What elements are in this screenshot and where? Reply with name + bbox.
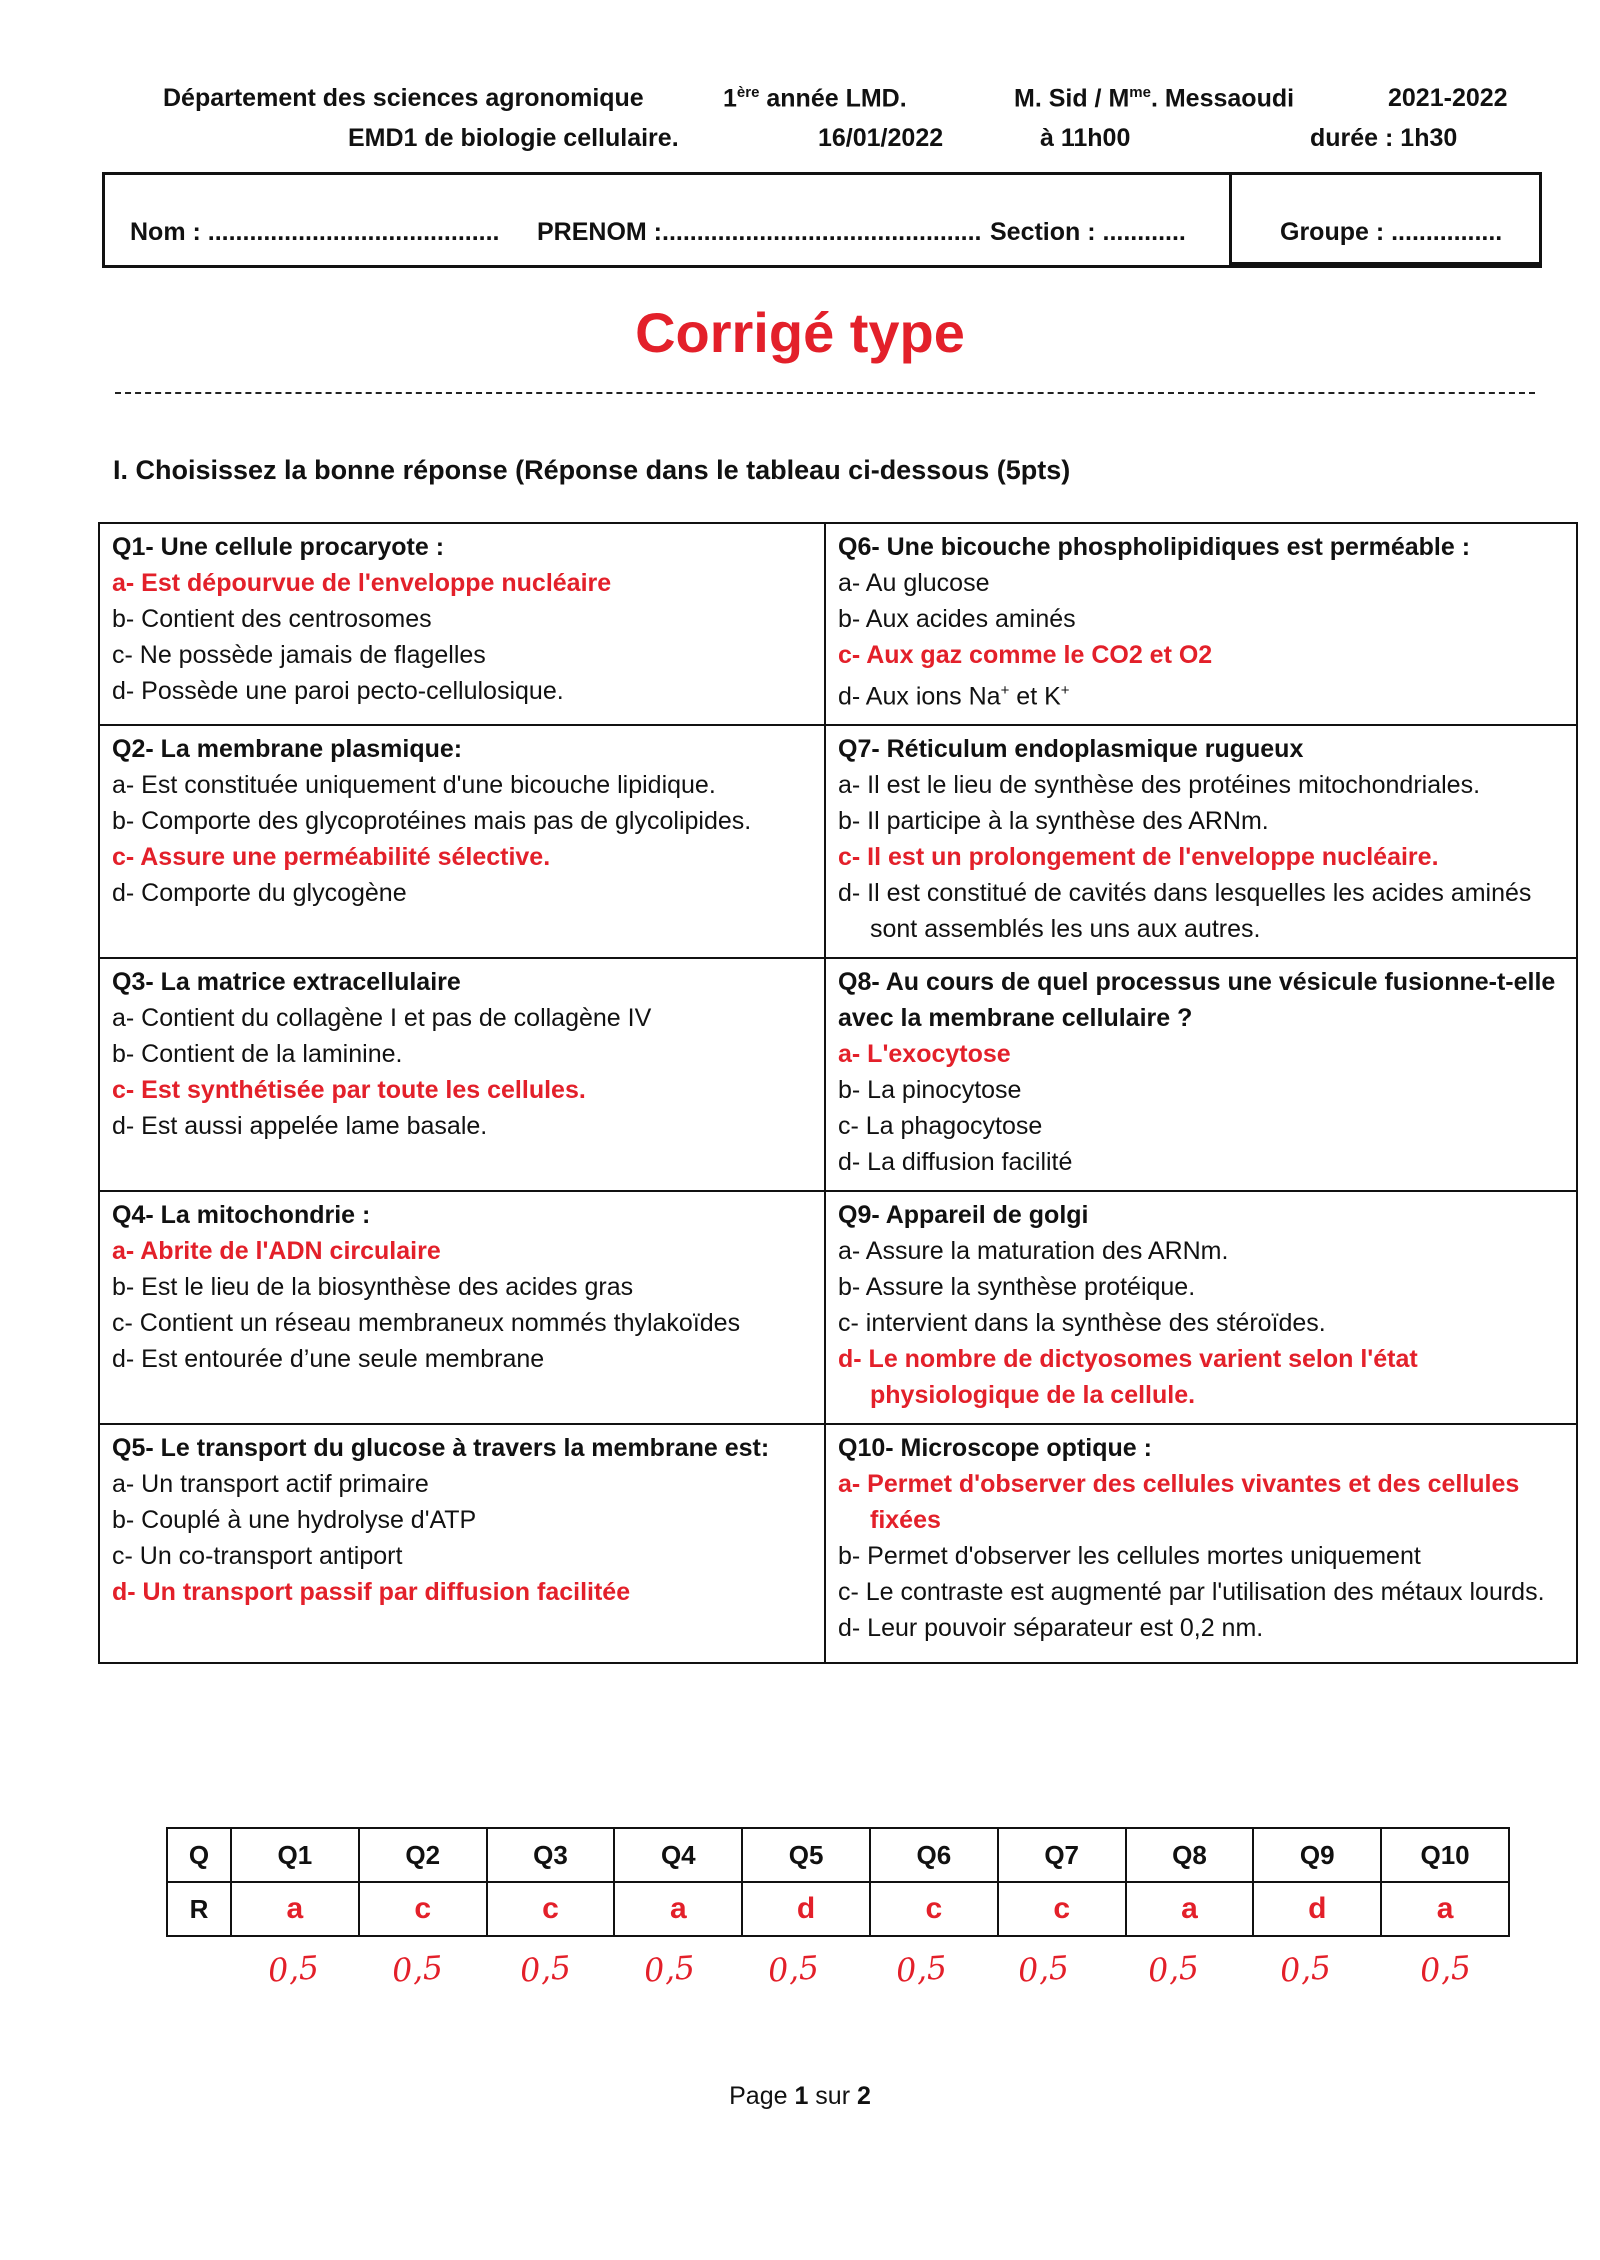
handwritten-points: 0,5: [1418, 1948, 1473, 1990]
q-header: Q5: [742, 1828, 870, 1882]
handwritten-points: 0,5: [642, 1948, 697, 1990]
question-title: Q9- Appareil de golgi: [838, 1201, 1089, 1230]
option: b- Aux acides aminés: [838, 605, 1076, 633]
correction-title: Corrigé type: [635, 301, 965, 364]
handwritten-points: 0,5: [894, 1948, 949, 1990]
question-cell: [99, 958, 825, 1191]
question-title: Q10- Microscope optique :: [838, 1434, 1152, 1463]
option: b- Couplé à une hydrolyse d'ATP: [112, 1506, 477, 1535]
exam-duration: durée : 1h30: [1310, 124, 1458, 152]
r-label: R: [167, 1882, 231, 1936]
footer-total: 2: [856, 2082, 871, 2110]
teacher-a: M. Sid / M: [1014, 84, 1130, 113]
option: c- Un co-transport antiport: [112, 1542, 403, 1571]
option: d- Comporte du glycogène: [112, 879, 407, 908]
answer-value: c: [870, 1882, 998, 1936]
option: d- Leur pouvoir séparateur est 0,2 nm.: [838, 1614, 1264, 1643]
question-cell: [825, 1191, 1577, 1424]
handwritten-points: 0,5: [390, 1948, 445, 1990]
option: b- Est le lieu de la biosynthèse des acides gras: [112, 1273, 634, 1302]
question-title: Q2- La membrane plasmique:: [112, 735, 463, 764]
question-title: Q3- La matrice extracellulaire: [112, 968, 461, 997]
handwritten-points: 0,5: [1278, 1948, 1333, 1990]
option: b- Contient de la laminine.: [112, 1040, 403, 1069]
question-title: Q5- Le transport du glucose à travers la membrane est:: [112, 1434, 770, 1463]
q-header: Q4: [614, 1828, 742, 1882]
answer-value: c: [359, 1882, 487, 1936]
section-field: Section : ............: [990, 218, 1186, 246]
question-title: Q8- Au cours de quel processus une vésicule fusionne-t-elle avec la membrane cellulaire ?: [838, 968, 1556, 1033]
answer-table-header: [167, 1828, 1509, 1882]
option: a- Assure la maturation des ARNm.: [838, 1237, 1229, 1266]
nom-field: Nom : ..........................................: [130, 218, 500, 246]
question-cell: [99, 725, 825, 958]
question-title: Q4- La mitochondrie :: [112, 1201, 371, 1230]
exam-time: à 11h00: [1040, 124, 1131, 152]
option-correct: a- L'exocytose: [838, 1040, 1011, 1069]
footer-pre: Page: [729, 2082, 795, 2110]
teacher-sup: me: [1129, 84, 1151, 101]
question-cell: [825, 725, 1577, 958]
answer-value: c: [487, 1882, 615, 1936]
q-header: Q8: [1126, 1828, 1254, 1882]
q-header: Q6: [870, 1828, 998, 1882]
answer-value: a: [1126, 1882, 1254, 1936]
option-correct: d- Le nombre de dictyosomes varient selon l'état physiologique de la cellule.: [838, 1345, 1418, 1410]
answer-value: c: [998, 1882, 1126, 1936]
option: a- Au glucose: [838, 569, 990, 597]
handwritten-points: 0,5: [518, 1948, 573, 1990]
handwritten-points: 0,5: [766, 1948, 821, 1990]
option: d- La diffusion facilité: [838, 1148, 1073, 1177]
option: b- Contient des centrosomes: [112, 605, 432, 633]
question-cell: [825, 1424, 1577, 1663]
footer-mid: sur: [808, 2082, 857, 2110]
question-cell: [99, 1424, 825, 1663]
answer-value: d: [742, 1882, 870, 1936]
option: c- Contient un réseau membraneux nommés thylakoïdes: [112, 1309, 741, 1338]
department: Département des sciences agronomique: [163, 84, 644, 112]
option: c- Ne possède jamais de flagelles: [112, 641, 486, 669]
option: a- Est constituée uniquement d'une bicouche lipidique.: [112, 771, 716, 800]
q-header: Q2: [359, 1828, 487, 1882]
question-title: Q7- Réticulum endoplasmique rugueux: [838, 735, 1304, 764]
exam-title: EMD1 de biologie cellulaire.: [348, 124, 679, 152]
option: c- La phagocytose: [838, 1112, 1043, 1141]
option: [838, 673, 1566, 714]
page-footer: [0, 2082, 1600, 2111]
answer-table: [166, 1827, 1510, 1937]
year-sup: ère: [736, 84, 760, 101]
option: d- Il est constitué de cavités dans lesquelles les acides aminés sont assemblés les uns aux autres.: [838, 879, 1532, 944]
handwritten-points: 0,5: [1146, 1948, 1201, 1990]
teacher-b: . Messaoudi: [1150, 84, 1295, 113]
answer-table-row: [167, 1882, 1509, 1936]
option: d- Est aussi appelée lame basale.: [112, 1112, 488, 1141]
option: d- Est entourée d’une seule membrane: [112, 1345, 545, 1374]
question-title: Q6- Une bicouche phospholipidiques est perméable :: [838, 533, 1471, 561]
question-cell: [825, 958, 1577, 1191]
option: b- Assure la synthèse protéique.: [838, 1273, 1196, 1302]
year-rest: année LMD.: [759, 84, 907, 113]
mcq-table: [98, 522, 1578, 1664]
option-correct: d- Un transport passif par diffusion facilitée: [112, 1578, 631, 1607]
question-cell: [99, 523, 825, 725]
option: c- intervient dans la synthèse des stéroïdes.: [838, 1309, 1326, 1338]
prenom-field: PRENOM :..............................................: [537, 218, 982, 246]
option: b- Permet d'observer les cellules mortes uniquement: [838, 1542, 1421, 1571]
exam-date: 16/01/2022: [818, 124, 944, 152]
year-level: [723, 84, 907, 113]
footer-page: 1: [794, 2082, 809, 2110]
question-cell: [99, 1191, 825, 1424]
option-text: d- Aux ions Na: [838, 682, 1001, 711]
option: b- Comporte des glycoprotéines mais pas de glycolipides.: [112, 807, 752, 836]
answer-value: a: [1381, 1882, 1509, 1936]
teachers: [1014, 84, 1294, 113]
option: d- Possède une paroi pecto-cellulosique.: [112, 677, 564, 705]
handwritten-points: 0,5: [1016, 1948, 1071, 1990]
option-correct: c- Aux gaz comme le CO2 et O2: [838, 641, 1213, 669]
academic-year: 2021-2022: [1388, 84, 1508, 112]
option: b- La pinocytose: [838, 1076, 1022, 1105]
option: b- Il participe à la synthèse des ARNm.: [838, 807, 1269, 836]
q-header: Q3: [487, 1828, 615, 1882]
section-title: I. Choisissez la bonne réponse (Réponse dans le tableau ci-dessous (5pts): [113, 455, 1071, 485]
groupe-field: Groupe : ................: [1280, 218, 1503, 246]
option: a- Il est le lieu de synthèse des protéines mitochondriales.: [838, 771, 1481, 800]
option-correct: a- Permet d'observer des cellules vivantes et des cellules fixées: [838, 1470, 1520, 1535]
handwritten-points: 0,5: [266, 1948, 321, 1990]
option: a- Un transport actif primaire: [112, 1470, 429, 1499]
answer-value: a: [614, 1882, 742, 1936]
q-header: Q9: [1253, 1828, 1381, 1882]
option-correct: a- Abrite de l'ADN circulaire: [112, 1237, 441, 1266]
option-correct: a- Est dépourvue de l'enveloppe nucléaire: [112, 569, 612, 597]
option-correct: c- Est synthétisée par toute les cellules.: [112, 1076, 586, 1105]
answer-value: d: [1253, 1882, 1381, 1936]
option-correct: c- Il est un prolongement de l'enveloppe nucléaire.: [838, 843, 1439, 872]
year-num: 1: [723, 84, 737, 113]
superscript: +: [1000, 682, 1010, 699]
superscript: +: [1060, 682, 1070, 699]
option-text: et K: [1009, 682, 1061, 711]
option: c- Le contraste est augmenté par l'utilisation des métaux lourds.: [838, 1578, 1545, 1607]
option-correct: c- Assure une perméabilité sélective.: [112, 843, 551, 872]
answer-value: a: [231, 1882, 359, 1936]
q-header: Q1: [231, 1828, 359, 1882]
option: a- Contient du collagène I et pas de collagène IV: [112, 1004, 652, 1033]
q-header: Q7: [998, 1828, 1126, 1882]
question-cell: [825, 523, 1577, 725]
question-title: Q1- Une cellule procaryote :: [112, 533, 445, 561]
q-header: Q10: [1381, 1828, 1509, 1882]
q-label: Q: [167, 1828, 231, 1882]
dashed-divider: [115, 392, 1535, 394]
